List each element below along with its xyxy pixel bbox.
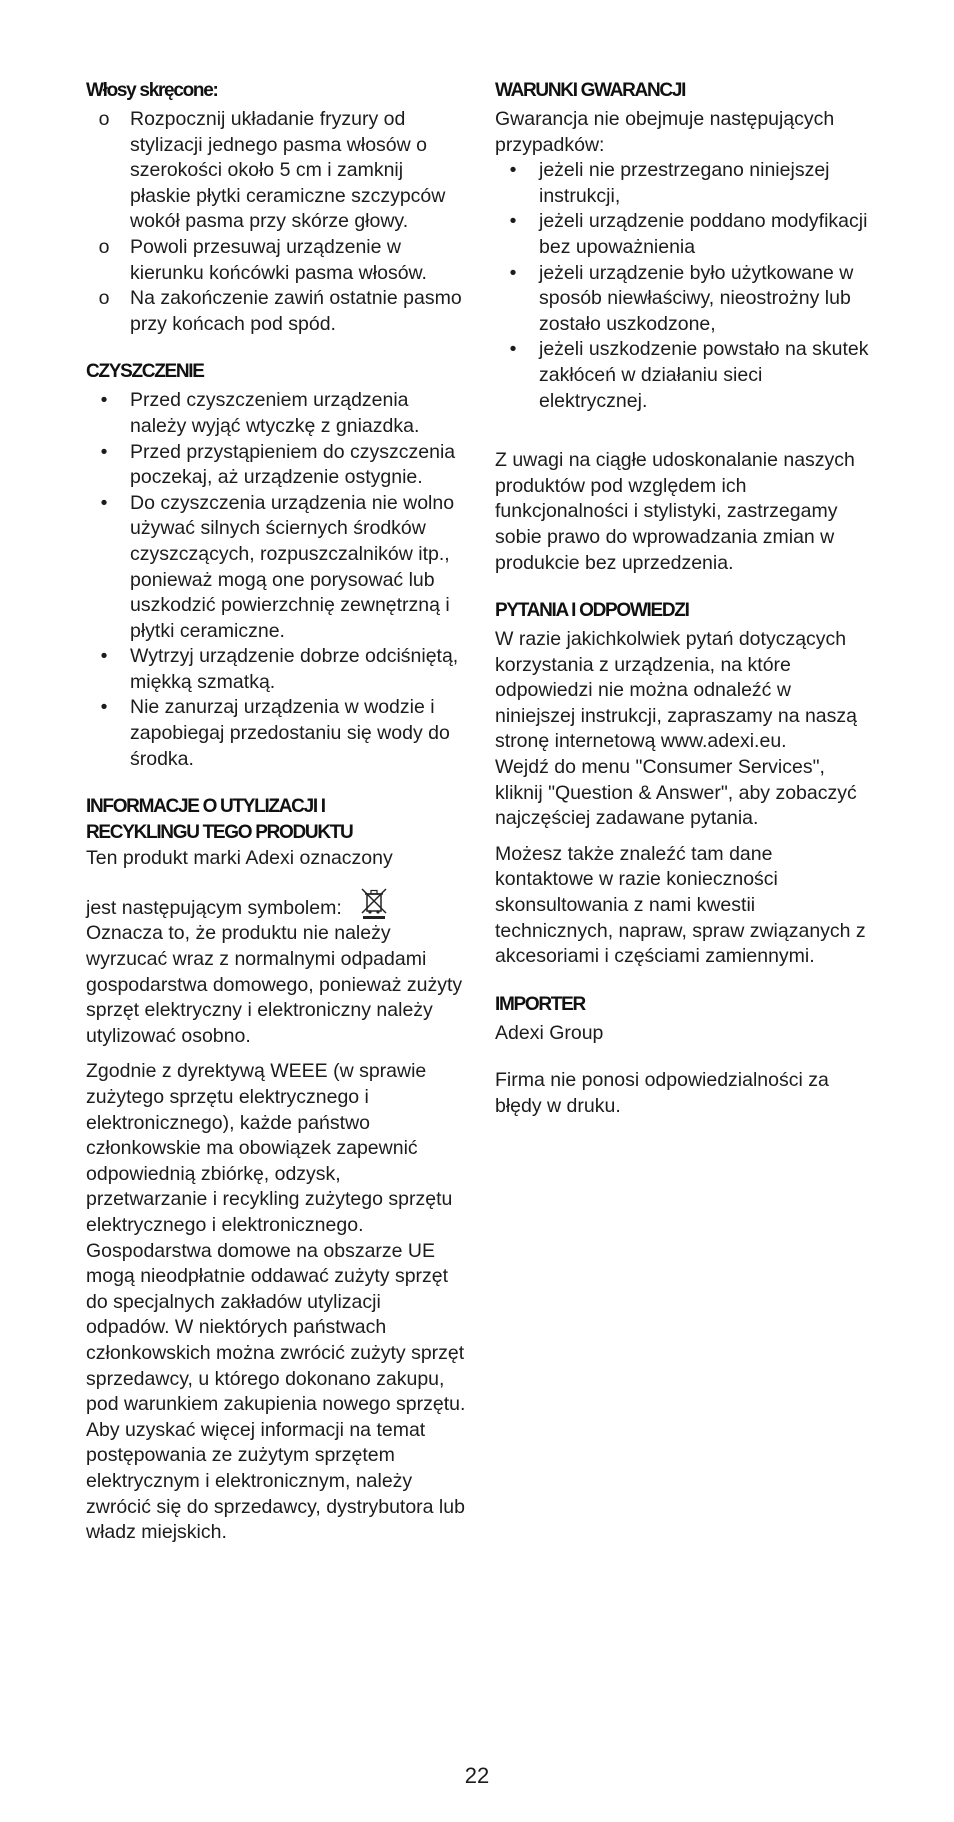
importer-heading: IMPORTER: [495, 993, 585, 1015]
list-item: [86, 235, 466, 286]
list-item-text: Wytrzyj urządzenie dobrze odciśniętą, miękką szmatką.: [130, 645, 459, 693]
left-column: [86, 78, 466, 1546]
cleaning-section: [86, 359, 466, 772]
qa-paragraph-1b: Wejdź do menu "Consumer Services", kliknij "Question & Answer", aby zobaczyć najczęściej zadawane pytania.: [495, 756, 857, 830]
list-item: [495, 261, 875, 338]
list-item-text: jeżeli uszkodzenie powstało na skutek zakłóceń w działaniu sieci elektrycznej.: [539, 338, 869, 412]
bullet-marker: •: [509, 159, 517, 182]
list-item: [495, 209, 875, 260]
qa-heading: PYTANIA I ODPOWIEDZI: [495, 600, 689, 622]
cleaning-heading: CZYSZCZENIE: [86, 361, 204, 383]
symbol-line-text: jest następującym symbolem:: [86, 896, 342, 919]
list-item-text: jeżeli nie przestrzegano niniejszej instrukcji,: [539, 159, 830, 207]
list-item-text: Przed czyszczeniem urządzenia należy wyjąć wtyczkę z gniazdka.: [130, 389, 420, 437]
warranty-heading: WARUNKI GWARANCJI: [495, 80, 686, 101]
weee-paragraph: Zgodnie z dyrektywą WEEE (w sprawie zużytego sprzętu elektrycznego i elektronicznego), każde państwo członkowskie ma obowiązek zapewnić odpowiednią zbiórkę, odzysk, przetwarzanie i recykling zużytego sprzętu elektrycznego i elektronicznego. Gospodarstwa domowe na obszarze UE mogą nieodpłatnie oddawać zużyty sprzęt do specjalnych zakładów utylizacji odpadów. W niektórych państwach członkowskich można zwrócić zużyty sprzęt sprzedawcy, u którego dokonano zakupu, pod warunkiem zakupienia nowego sprzętu. Aby uzyskać więcej informacji na temat postępowania ze zużytym sprzętem elektrycznym i elektronicznym, należy zwrócić się do sprzedawcy, dystrybutora lub władz miejskich.: [86, 1060, 466, 1544]
print-disclaimer: Firma nie ponosi odpowiedzialności za błędy w druku.: [495, 1069, 829, 1117]
qa-paragraph-2: Możesz także znaleźć tam dane kontaktowe w razie konieczności skonsultowania z nami kwestii technicznych, napraw, spraw związanych z akcesoriami i częściami zamiennymi.: [495, 842, 866, 968]
list-item: [86, 107, 466, 235]
list-item-text: Rozpocznij układanie fryzury od stylizacji jednego pasma włosów o szerokości około 5 cm i zamknij płaskie płytki ceramiczne szczypców wokół pasma przy skórze głowy.: [130, 108, 446, 233]
weee-crossed-bin-icon: [359, 886, 389, 920]
list-item-text: jeżeli urządzenie było użytkowane w sposób niewłaściwy, nieostrożny lub zostało uszkodzone,: [539, 261, 854, 335]
list-marker: o: [98, 108, 110, 130]
recycling-heading-line2: RECYKLINGU TEGO PRODUKTU: [86, 822, 353, 844]
list-item: [86, 695, 466, 772]
curly-hair-section: [86, 78, 466, 337]
list-item-text: Przed przystąpieniem do czyszczenia poczekaj, aż urządzenie ostygnie.: [130, 440, 456, 489]
list-marker: o: [98, 287, 110, 310]
cleaning-list: [86, 388, 466, 772]
list-item: [495, 158, 875, 209]
list-item-text: Do czyszczenia urządzenia nie wolno używać silnych ściernych środków czyszczących, rozpuszczalników itp., ponieważ mogą one porysować lub uszkodzić powierzchnię zewnętrzną i płytki ceramiczne.: [130, 491, 455, 642]
importer-section: [495, 992, 875, 1120]
recycling-intro: Ten produkt marki Adexi oznaczony: [86, 847, 393, 870]
list-item-text: Powoli przesuwaj urządzenie w kierunku końcówki pasma włosów.: [130, 235, 427, 284]
warranty-section: [495, 78, 875, 576]
list-item: [86, 388, 466, 439]
bullet-marker: •: [100, 389, 108, 412]
list-item-text: Na zakończenie zawiń ostatnie pasmo przy końcach pod spód.: [130, 287, 462, 335]
bullet-marker: •: [100, 491, 108, 514]
importer-name: Adexi Group: [495, 1021, 604, 1044]
curly-hair-list: [86, 107, 466, 337]
list-item: [495, 337, 875, 414]
list-item: [86, 440, 466, 491]
curly-hair-heading: Włosy skręcone:: [86, 80, 218, 101]
bullet-marker: •: [509, 210, 517, 233]
page-number: 22: [464, 1763, 490, 1788]
warranty-list: [495, 158, 875, 414]
recycling-section: [86, 794, 466, 1545]
recycling-heading: [86, 794, 466, 846]
recycling-heading-line1: INFORMACJE O UTYLIZACJI I: [86, 796, 325, 818]
recycling-symbol-line: [86, 886, 466, 922]
bullet-marker: •: [100, 696, 108, 719]
warranty-note: Z uwagi na ciągłe udoskonalanie naszych produktów pod względem ich funkcjonalności i stylistyki, zastrzegamy sobie prawo do wprowadzania zmian w produkcie bez uprzedzenia.: [495, 449, 855, 574]
bullet-marker: •: [509, 261, 517, 284]
list-marker: o: [98, 235, 110, 258]
warranty-intro: Gwarancja nie obejmuje następujących przypadków:: [495, 108, 835, 156]
list-item-text: Nie zanurzaj urządzenia w wodzie i zapobiegaj przedostaniu się wody do środka.: [130, 696, 450, 770]
list-item: [86, 286, 466, 337]
list-item-text: jeżeli urządzenie poddano modyfikacji bez upoważnienia: [539, 210, 868, 258]
bullet-marker: •: [509, 338, 517, 361]
qa-section: [495, 598, 875, 970]
list-item: [86, 644, 466, 695]
recycling-after-symbol: Oznacza to, że produktu nie należy wyrzucać wraz z normalnymi odpadami gospodarstwa domowego, ponieważ zużyty sprzęt elektryczny i elektroniczny należy utylizować osobno.: [86, 922, 463, 1047]
bullet-marker: •: [100, 440, 108, 463]
bullet-marker: •: [100, 645, 108, 668]
list-item: [86, 491, 466, 645]
qa-paragraph-1: W razie jakichkolwiek pytań dotyczących korzystania z urządzenia, na które odpowiedzi nie można odnaleźć w niniejszej instrukcji, zapraszamy na naszą stronę internetową www.adexi.eu.: [495, 628, 857, 753]
right-column: [495, 78, 875, 1120]
